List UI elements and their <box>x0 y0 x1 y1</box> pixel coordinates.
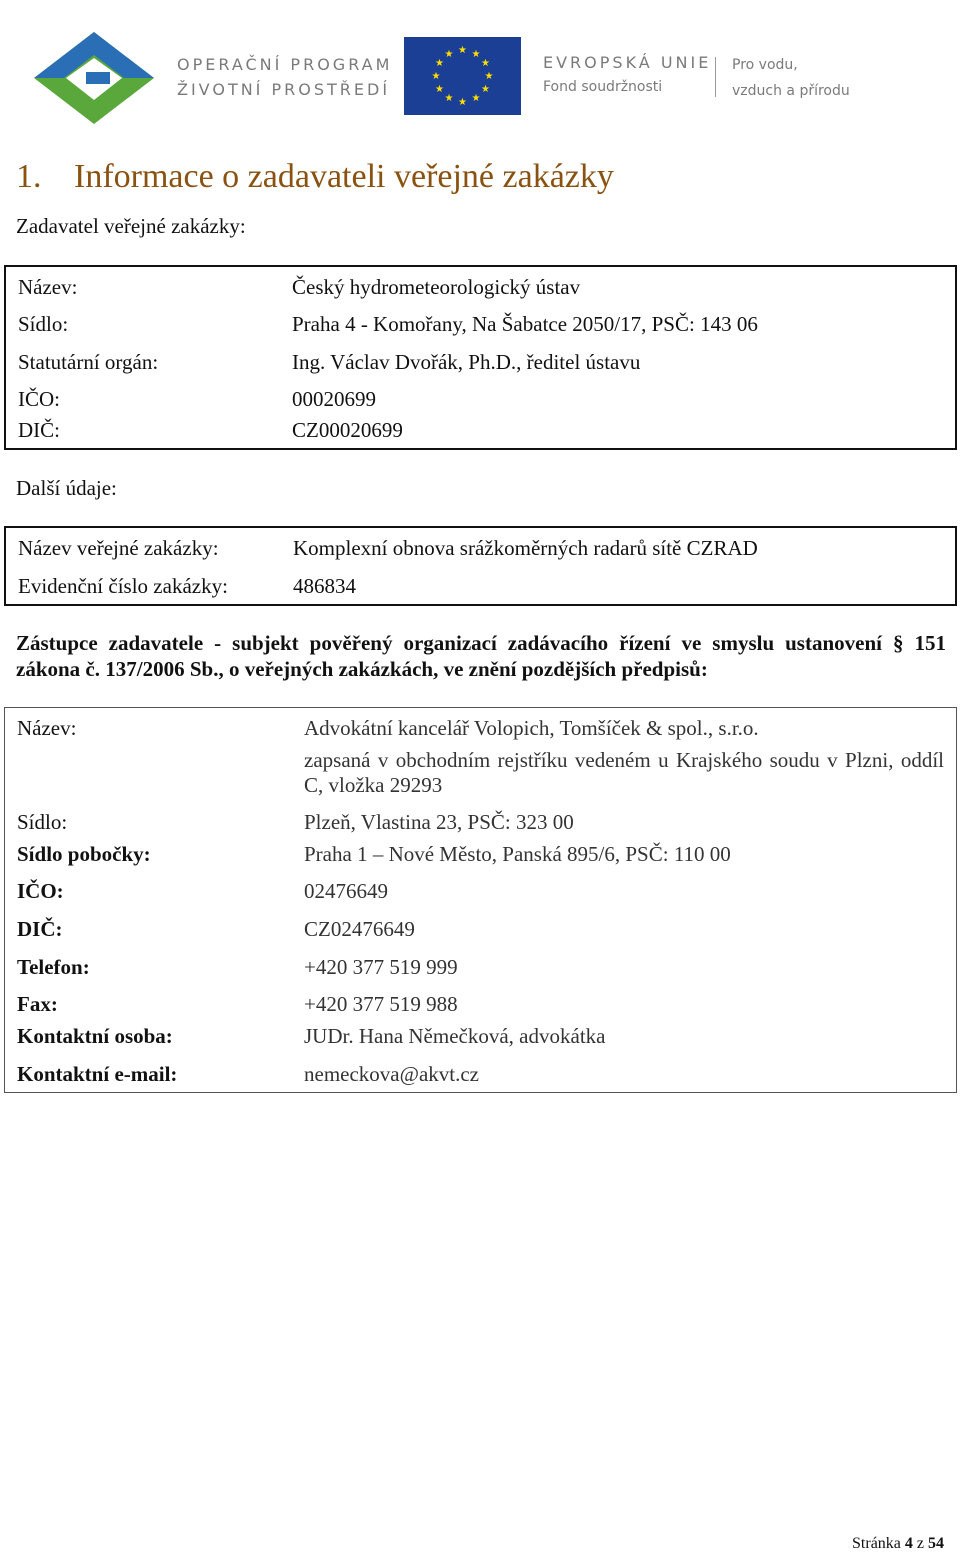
zastupce-paragraph: Zástupce zadavatele - subjekt pověřený organizací zadávacího řízení ve smyslu ustanovení § 151 zákona č. 137/2006 Sb., o veřejných zakázkách, ve znění pozdějších předpisů: <box>16 631 946 681</box>
svg-text:★: ★ <box>444 93 454 104</box>
row-label: Sídlo: <box>18 312 69 336</box>
row-value: CZ02476649 <box>304 917 415 941</box>
zadavatel-heading: Zadavatel veřejné zakázky: <box>16 214 246 238</box>
svg-text:★: ★ <box>471 93 481 104</box>
row-label: IČO: <box>17 879 64 903</box>
footer-separator: z <box>916 1535 924 1552</box>
row-value: CZ00020699 <box>292 418 403 442</box>
opzp-line2: ŽIVOTNÍ PROSTŘEDÍ <box>177 80 391 99</box>
row-label: Název: <box>18 275 78 299</box>
svg-text:★: ★ <box>435 84 444 95</box>
dalsi-heading: Další údaje: <box>16 476 117 500</box>
dalsi-box <box>4 526 957 606</box>
footer-prefix: Stránka <box>852 1535 901 1552</box>
opzp-text <box>177 52 392 102</box>
row-value: Komplexní obnova srážkoměrných radarů sítě CZRAD <box>293 536 758 560</box>
row-value: Advokátní kancelář Volopich, Tomšíček & spol., s.r.o. <box>304 716 759 740</box>
page-header <box>0 0 960 140</box>
row-value: 486834 <box>293 574 356 598</box>
zastupce-nazev-note: zapsaná v obchodním rejstříku vedeném u Krajského soudu v Plzni, oddíl C, vložka 29293 <box>304 748 944 797</box>
svg-text:★: ★ <box>481 58 490 69</box>
slogan <box>732 52 850 104</box>
header-divider <box>715 57 716 97</box>
svg-text:★: ★ <box>471 49 481 60</box>
row-label: Telefon: <box>17 955 90 979</box>
svg-text:★: ★ <box>431 71 441 82</box>
svg-text:★: ★ <box>481 84 490 95</box>
section-title: Informace o zadavateli veřejné zakázky <box>74 158 614 195</box>
row-label: Evidenční číslo zakázky: <box>18 574 228 598</box>
svg-text:★: ★ <box>458 97 467 108</box>
row-value: Praha 4 - Komořany, Na Šabatce 2050/17, PSČ: 143 06 <box>292 312 758 336</box>
row-label: IČO: <box>18 387 60 411</box>
row-label: Sídlo: <box>17 810 68 834</box>
zastupce-box <box>4 707 957 1093</box>
row-value: 02476649 <box>304 879 388 903</box>
row-value: +420 377 519 999 <box>304 955 458 979</box>
eu-title: EVROPSKÁ UNIE <box>543 53 712 72</box>
email-link[interactable]: nemeckova@akvt.cz <box>304 1062 480 1086</box>
row-label: Kontaktní e-mail: <box>17 1062 178 1086</box>
row-value: Plzeň, Vlastina 23, PSČ: 323 00 <box>304 810 574 834</box>
eu-text <box>543 52 711 100</box>
slogan-line2: vzduch a přírodu <box>732 83 850 99</box>
row-label: DIČ: <box>18 418 60 442</box>
slogan-line1: Pro vodu, <box>732 57 798 73</box>
row-value: JUDr. Hana Němečková, advokátka <box>304 1024 606 1048</box>
footer-page-total: 54 <box>928 1535 944 1552</box>
row-label: Název: <box>17 716 77 740</box>
svg-text:★: ★ <box>458 45 467 56</box>
row-value: Ing. Václav Dvořák, Ph.D., ředitel ústavu <box>292 350 641 374</box>
row-label: Statutární orgán: <box>18 350 159 374</box>
svg-text:★: ★ <box>484 71 494 82</box>
section-number: 1. <box>16 158 42 195</box>
eu-subtitle: Fond soudržnosti <box>543 79 663 95</box>
opzp-line1: OPERAČNÍ PROGRAM <box>177 55 393 74</box>
row-label: Fax: <box>17 992 58 1016</box>
opzp-logo <box>30 28 158 126</box>
zadavatel-box <box>4 265 957 450</box>
eu-flag-icon <box>404 37 521 115</box>
row-label: Název veřejné zakázky: <box>18 536 219 560</box>
row-value: Praha 1 – Nové Město, Panská 895/6, PSČ: 110 00 <box>304 842 731 866</box>
svg-text:★: ★ <box>435 58 444 69</box>
row-label: Sídlo pobočky: <box>17 842 151 866</box>
row-label: DIČ: <box>17 917 63 941</box>
page-footer <box>852 1535 944 1553</box>
row-value: +420 377 519 988 <box>304 992 458 1016</box>
row-value: Český hydrometeorologický ústav <box>292 275 581 299</box>
section-heading <box>16 158 614 196</box>
footer-page-number: 4 <box>904 1535 913 1552</box>
row-value: 00020699 <box>292 387 376 411</box>
row-label: Kontaktní osoba: <box>17 1024 173 1048</box>
svg-text:★: ★ <box>444 49 454 60</box>
